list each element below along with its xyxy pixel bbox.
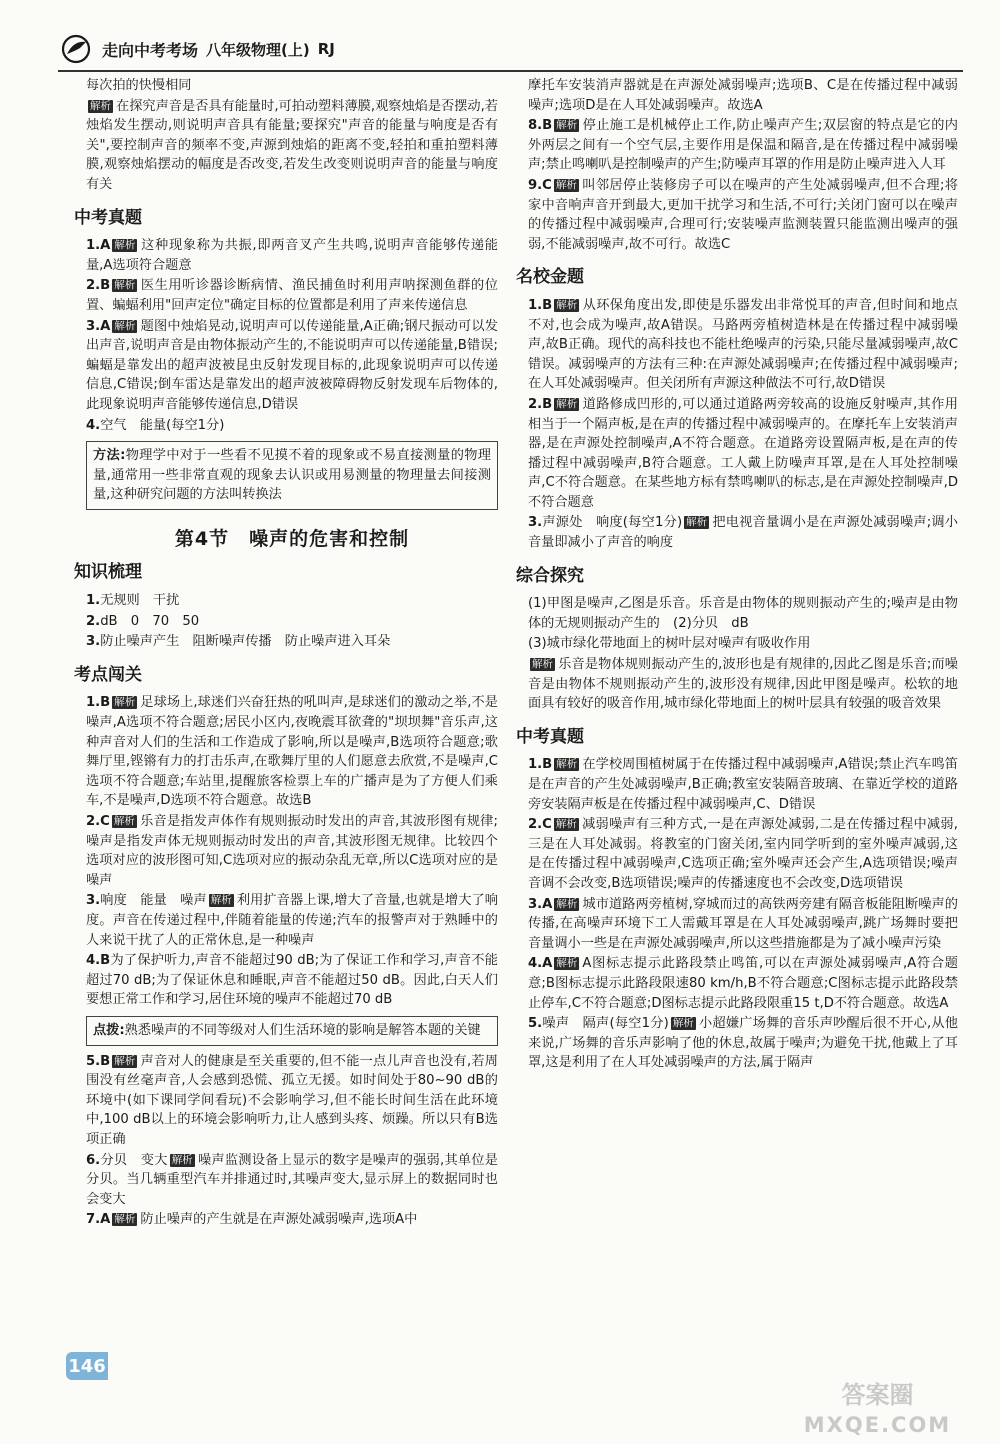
- section-title-zonghe: 综合探究: [516, 565, 584, 586]
- list-item: 3.A 解析 城市道路两旁植树,穿城而过的高铁两旁建有隔音板能阻断噪声的传播,在高噪声环境下工人需戴耳罩是在人耳处减弱噪声,跳广场舞时要把音量调小一些是在声源处减弱噪声,所以这些措施都是为了减小噪声污染: [528, 896, 958, 951]
- list-item: 3.响度 能量 噪声 解析 利用扩音器上课,增大了音量,也就是增大了响度。声音在传递过程中,伴随着能量的传递;汽车的报警声对于熟睡中的人来说干扰了人的正常休息,是一种噪声: [86, 893, 498, 948]
- list-item: 2.C 解析 乐音是指发声体作有规则振动时发出的声音,其波形图有规律;噪声是指发声体无规则振动时发出的声音,其波形图无规律。比较四个选项对应的波形图可知,C选项对应的振动杂乱无章,所以C选项对应的是噪声: [86, 814, 498, 888]
- list-item: 2.dB 0 70 50: [86, 613, 200, 629]
- zonghe-answer-2: (3)城市绿化带地面上的树叶层对噪声有吸收作用: [528, 636, 811, 652]
- mingxiao-list: [528, 296, 958, 553]
- watermark: [785, 1380, 970, 1440]
- list-item: 4.空气 能量(每空1分): [86, 417, 225, 433]
- right-column: [516, 76, 958, 1074]
- left-column: [74, 76, 498, 1231]
- method-box: [86, 441, 498, 510]
- tip-text: 熟悉噪声的不同等级对人们生活环境的影响是解答本题的关键: [124, 1022, 481, 1038]
- list-item: 5.噪声 隔声(每空1分) 解析 小超嫌广场舞的音乐声吵醒后很不开心,从他来说,广场舞的音乐声影响了他的休息,故属于噪声;为避免干扰,他戴上了耳罩,这是利用了在人耳处减弱噪声的方法,属于隔声: [528, 1016, 958, 1071]
- header-title: 走向中考考场: [102, 40, 199, 60]
- intro-line: 每次拍的快慢相同: [86, 78, 192, 93]
- section-title-zhongkao: 中考真题: [74, 207, 142, 228]
- list-item: 4.B为了保护听力,声音不能超过90 dB;为了保证工作和学习,声音不能超过70 dB;为了保证休息和睡眠,声音不能超过50 dB。因此,白天人们要想正常工作和学习,居住环境的噪声不能超过70 dB: [86, 953, 498, 1008]
- tip-label: 点拨:: [93, 1022, 125, 1038]
- book-logo-icon: [60, 34, 94, 64]
- method-label: 方法:: [93, 448, 126, 464]
- list-item: 1.无规则 干扰: [86, 593, 180, 609]
- list-item: 8.B 解析 停止施工是机械停止工作,防止噪声产生;双层窗的特点是它的内外两层之间有一个空气层,主要作用是保温和隔音,是在传播过程中减弱噪声;禁止鸣喇叭是控制噪声的产生;防噪声耳罩的作用是防止噪声进入人耳: [528, 118, 958, 173]
- list-item: 1.B 解析 在学校周围植树属于在传播过程中减弱噪声,A错误;禁止汽车鸣笛是在声音的产生处减弱噪声,B正确;教室安装隔音玻璃、在靠近学校的道路旁安装隔声板是在传播过程中减弱噪声,C、D错误: [528, 757, 958, 812]
- zonghe-answer-1: (1)甲图是噪声,乙图是乐音。乐音是由物体的规则振动产生的;噪声是由物体的无规则振动产生的 (2)分贝 dB: [528, 596, 958, 631]
- list-item: 3.声源处 响度(每空1分) 解析 把电视音量调小是在声源处减弱噪声;调小音量即减小了声音的响度: [528, 515, 958, 551]
- header-rule: [58, 70, 963, 72]
- section-title-mingxiao: 名校金题: [516, 267, 584, 288]
- zhishi-list: [86, 591, 498, 652]
- chapter-title: 第4节 噪声的危害和控制: [174, 527, 410, 550]
- list-item: 6.分贝 变大 解析 噪声监测设备上显示的数字是噪声的强弱,其单位是分贝。当几辆重型汽车并排通过时,其噪声变大,显示屏上的数据同时也会变大: [86, 1152, 498, 1207]
- list-item: 2.B 解析 医生用听诊器诊断病情、渔民捕鱼时利用声呐探测鱼群的位置、蝙蝠利用"回声定位"确定目标的位置都是利用了声来传递信息: [86, 278, 498, 313]
- intro-text: 在探究声音是否具有能量时,可拍动塑料薄膜,观察烛焰是否摆动,若烛焰发生摆动,则说明声音具有能量;要探究"声音的能量与响度是否有关",要控制声音的频率不变,声源到烛焰的距离不变,轻拍和重拍塑料薄膜,观察烛焰摆动的幅度是否改变,若发生改变则说明声音的能量与响度有关: [86, 98, 498, 192]
- section-title-kaodian: 考点闯关: [74, 664, 142, 685]
- tip-box: [86, 1016, 498, 1046]
- list-item: 2.C 解析 减弱噪声有三种方式,一是在声源处减弱,二是在传播过程中减弱,三是在人耳处减弱。将教室的门窗关闭,室内同学听到的室外噪声减弱,这是在传播过程中减弱噪声,C选项正确;室外噪声还会产生,A选项错误;噪声音调不会改变,B选项错误;噪声的传播速度也不会改变,D选项错误: [528, 817, 958, 891]
- page-number: 146: [66, 1352, 108, 1380]
- zhongkao-list-2: [528, 755, 958, 1073]
- list-item: 9.C 解析 叫邻居停止装修房子可以在噪声的产生处减弱噪声,但不合理;将家中音响声音开到最大,更加干扰学习和生活,不可行;关闭门窗可以在噪声的传播过程中减弱噪声,合理可行;安装噪声监测装置只能监测出噪声的强弱,不能减弱噪声,故不可行。故选C: [528, 177, 958, 252]
- page-header: [60, 34, 335, 64]
- intro-analysis: [86, 97, 498, 195]
- method-text: 物理学中对于一些看不见摸不着的现象或不易直接测量的物理量,通常用一些非常直观的现象去认识或用易测量的物理量去间接测量,这种研究问题的方法叫转换法: [93, 448, 491, 503]
- kaodian-list: [86, 693, 498, 1010]
- zhongkao-list: [86, 236, 498, 435]
- list-item: 1.B 解析 足球场上,球迷们兴奋狂热的吼叫声,是球迷们的激动之举,不是噪声,A选项不符合题意;居民小区内,夜晚震耳欲聋的"坝坝舞"音乐声,这种声音对人们的生活和工作造成了影响,所以是噪声,B选项符合题意;歌舞厅里,铿锵有力的打击乐声,在歌舞厅里的人们愿意去欣赏,不是噪声,C选项不符合题意;车站里,提醒旅客检票上车的广播声是为了方便人们乘车,不是噪声,D选项不符合题意。故选B: [86, 695, 498, 809]
- header-subtitle: 八年级物理(上): [206, 40, 310, 59]
- list-item: 2.B 解析 道路修成凹形的,可以通过道路两旁较高的设施反射噪声,其作用相当于一个隔声板,是在声的传播过程中减弱噪声的。在摩托车上安装消声器,是在声源处控制噪声,A不符合题意。在道路旁设置隔声板,是在声的传播过程中减弱噪声,B符合题意。工人戴上防噪声耳罩,是在人耳处控制噪声,C不符合题意。在某些地方标有禁鸣喇叭的标志,是在声源处控制噪声,D不符合题意: [528, 396, 958, 510]
- list-item: 1.A 解析 这种现象称为共振,即两音叉产生共鸣,说明声音能够传递能量,A选项符合题意: [86, 238, 498, 273]
- watermark-line2: MXQE.COM: [803, 1413, 952, 1437]
- continued-text: 摩托车安装消声器就是在声源处减弱噪声;选项B、C是在传播过程中减弱噪声;选项D是在人耳处减弱噪声。故选A: [528, 78, 958, 113]
- list-item: 3.A 解析 题图中烛焰晃动,说明声可以传递能量,A正确;钢尺振动可以发出声音,说明声音是由物体振动产生的,不能说明声可以传递能量,B错误;蝙蝠是靠发出的超声波被昆虫反射发现目标的,此现象说明声可以传递信息,C错误;倒车雷达是靠发出的超声波被障碍物反射发现车后物体的,此现象说明声音能够传递信息,D错误: [86, 318, 498, 412]
- zonghe-analysis: 解析 乐音是物体规则振动产生的,波形也是有规律的,因此乙图是乐音;而噪音是由物体不规则振动产生的,波形没有规律,因此甲图是噪声。松软的地面具有较好的吸音作用,城市绿化带地面上的树叶层具有较强的吸音效果: [528, 657, 958, 712]
- section-title-zhishi: 知识梳理: [74, 562, 142, 583]
- list-item: 3.防止噪声产生 阻断噪声传播 防止噪声进入耳朵: [86, 634, 391, 650]
- list-item: 4.A 解析 A图标志提示此路段禁止鸣笛,可以在声源处减弱噪声,A符合题意;B图标志提示此路段限速80 km/h,B不符合题意;C图标志提示此路段禁止停车,C不符合题意;D图标志提示此路段限重15 t,D不符合题意。故选A: [528, 956, 958, 1011]
- section-title-zhongkao-2: 中考真题: [516, 726, 584, 747]
- kaodian-list-more: [86, 1052, 498, 1230]
- list-item: 1.B 解析 从环保角度出发,即使是乐器发出非常悦耳的声音,但时间和地点不对,也会成为噪声,故A错误。马路两旁植树造林是在传播过程中减弱噪声,故B正确。现代的高科技也不能杜绝噪声的污染,只能尽量减弱噪声,故C错误。减弱噪声的方法有三种:在声源处减弱噪声;在传播过程中减弱噪声;在人耳处减弱噪声。但关闭所有声源这种做法不可行,故D错误: [528, 297, 958, 392]
- list-item: 5.B 解析 声音对人的健康是至关重要的,但不能一点儿声音也没有,若周围没有丝毫声音,人会感到恐慌、孤立无援。如时间处于80~90 dB的环境中(如下课同学间看玩)不会影响学习,但不能长时间生活在此环境中,100 dB以上的环境会影响听力,让人感到头疼、烦躁。所以只有B选项正确: [86, 1053, 498, 1147]
- watermark-line1: 答案圈: [841, 1381, 914, 1409]
- analysis-tag: 解析: [90, 99, 111, 112]
- header-edition: RJ: [317, 40, 335, 58]
- continued-list: [528, 116, 958, 254]
- list-item: 7.A 解析 防止噪声的产生就是在声源处减弱噪声,选项A中: [86, 1212, 418, 1228]
